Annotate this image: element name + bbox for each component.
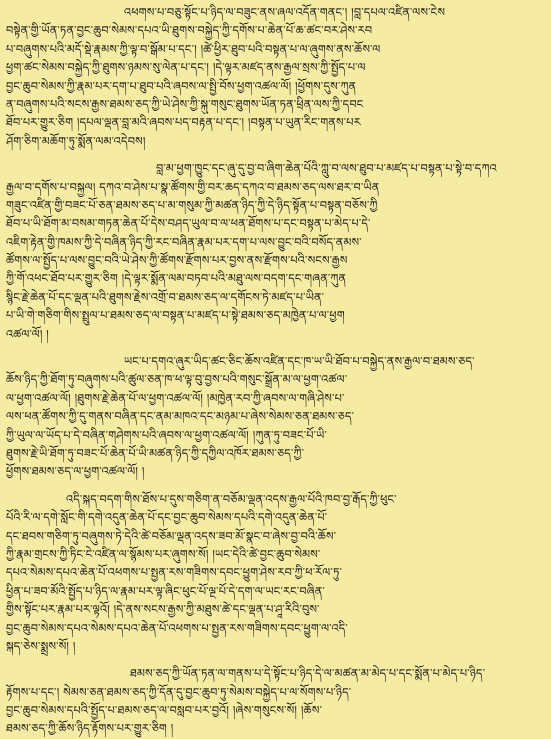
text-line: ཕྱིན་པ་ཟབ་མོའི་སྤྱོད་པ་ཉིད་ལ་རྣམ་པར་ལྟ་ཞིང་ཕུང་པོ་ལྔ་པོ་དེ་དག་ལ་ཡང་རང་བཞིན་	[6, 584, 325, 598]
text-line: ཐུགས་རྗེ་ཡི་ཐོག་ཏུ་བཟང་པོ་ཆེན་པོ་ཡི་མཚན་ཉིད་ཀྱི་དཀྱིལ་འཁོར་ཐམས་ཅད་ཀྱི་	[6, 446, 305, 460]
text-line: ཀྱི་རྣམ་གྲངས་ཀྱི་ཏིང་ངེ་འཛིན་ལ་སྙོམས་པར་ཞུགས་སོ། །ཡང་དེའི་ཚེ་བྱང་ཆུབ་སེམས་	[6, 547, 321, 561]
text-line: དཔའ་སེམས་དཔའ་ཆེན་པོ་འཕགས་པ་སྤྱན་རས་གཟིགས་དབང་ཕྱུག་ཤེས་རབ་ཀྱི་ཕ་རོལ་ཏུ་	[6, 566, 343, 580]
text-line: བསྟེན་གྱི་ཡོན་ཏན་བྱང་ཆུབ་སེམས་དཔའ་ཡི་ཐུགས་བསྐྱེད་ཀྱི་དགོས་པ་ཆེན་པོ་ཆ་ཚང་བར་ཤེས་རབ	[6, 24, 373, 38]
text-line: ཐོབ་པ་ཡི་ཐོག་མ་བསམ་གཏན་ཆེན་པོ་དེས་བཤད་ཡུལ་བ་ལ་ཕན་ཐོགས་པ་དང་བསྟན་པ་མེད་པ་དེ་	[6, 217, 371, 231]
text-line: ཆོས་ཉིད་ཀྱི་ཐོག་ཏུ་བཞུགས་པའི་ཚུལ་ཅན་ཁ་ཕ་ལྟ་བུ་བྱས་པའི་གསུང་སྒྲོན་མ་ལ་ཕྱག་འཚལ་	[6, 373, 348, 387]
text-line: གྱིས་སྟོང་པར་རྣམ་པར་ལྟའོ། །དེ་ནས་སངས་རྒྱས་ཀྱི་མཐུས་ཚེ་དང་ལྡན་པ་ཤཱ་རིའི་བུས་	[6, 603, 320, 617]
text-line: གཟུང་འཛིན་གྱི་བཟང་པོ་ཅན་ཐམས་ཅད་པ་མ་གསུམ་ཀྱི་མཚན་ཉིད་ཀྱི་དེ་ཉིད་སྟོན་པ་བསྟན་བཅོས་ཀྱི	[6, 198, 378, 212]
text-line: ཐོབ་པར་གྱུར་ཅིག །དཔལ་ལྡན་བླ་མའི་ཞབས་པད་བརྟན་པ་དང་། །བསྟན་པ་ཡུན་རིང་གནས་པར	[6, 116, 361, 130]
text-line: ཀྱི་གོ་འཕང་ཐོབ་པར་གྱུར་ཅིག །དེ་ལྟར་སྨོན་ལམ་བཏབ་པའི་མཐུ་ལས་བདག་དང་གཞན་ཀུན	[6, 272, 347, 286]
text-line: བྱང་ཆུབ་སེམས་དཔའ་སེམས་དཔའ་ཆེན་པོ་འཕགས་པ་སྤྱན་རས་གཟིགས་དབང་ཕྱུག་ལ་འདི་	[6, 621, 348, 635]
text-line: ལས་ཕན་ཚོགས་ཀྱི་དུ་གནས་བཞིན་དང་ནམ་མཁའ་དང་མཉམ་པ་ཞེས་སེམས་ཅན་ཐམས་ཅད་	[6, 410, 355, 424]
text-line: རྟོགས་པ་དང་། སེམས་ཅན་ཐམས་ཅད་ཀྱི་དོན་དུ་བྱང་ཆུབ་ཏུ་སེམས་བསྐྱེད་པ་ལ་སོགས་པ་ཉིད་	[6, 685, 352, 699]
text-line: པ་བཞུགས་པའི་མདོ་སྡེ་རྣམས་ཀྱི་ལྟ་བ་སྒོམ་པ་དང་། །ཚེ་ཕྱིར་ཐུབ་པའི་བསྟན་པ་ལ་ཞུགས་ནས་ཆོས་ལ	[6, 42, 381, 56]
text-line: ཐམས་ཅད་ཀྱི་ཡོན་ཏན་ལ་གནས་པ་དེ་སྟོང་པ་ཉིད་དེ་ལ་མཚན་མ་མེད་པ་དང་སྨོན་པ་མེད་པ་ཉིད་	[130, 667, 486, 681]
text-line: སྐད་ཅེས་སྨྲས་སོ། །	[6, 639, 76, 653]
text-line: བྱང་ཆུབ་སེམས་དཔའི་སྤྱོད་པ་ཐམས་ཅད་ལ་བསླབ་པར་བྱའོ། །ཞེས་གསུངས་སོ། །ཆོས་	[6, 704, 323, 718]
text-line: བླ་མ་ཕྱག་ཁྱུང་དང་ཞུ་དུ་བྱ་བ་ཞིག་ཆེན་པོའི་ཀླུ་བ་ལས་ཐུབ་པ་མཛད་པ་བསྟན་པ་སྟེ་བ་དཀའ	[156, 162, 497, 176]
text-line: ཚོགས་ལ་སྤྱོད་པ་ལས་བྱུང་བའི་ཡེ་ཤེས་ཀྱི་ཚོགས་རྫོགས་པར་བྱས་ནས་རྫོགས་པའི་སངས་རྒྱས	[6, 254, 348, 268]
text-line: པ་ཡི་གེ་གཅིག་གིས་སྤྲུལ་པ་ཐམས་ཅད་ལ་བསྟན་པ་མཛད་པ་སྟེ་ཐམས་ཅད་མཁྱེན་པ་ལ་ཕྱག	[6, 309, 345, 323]
text-line: ཀྱི་ཡུལ་ལ་ཡོད་པ་དེ་བཞིན་གཤེགས་པའི་ཞབས་ལ་ཕྱག་འཚལ་ལོ། །ཀུན་ཏུ་བཟང་པོ་ཡི་	[6, 428, 328, 442]
text-line: བྱང་ཆུབ་སེམས་ཀྱི་རྣམ་པར་དག་པ་ཐུབ་པའི་ཞབས་ལ་སྤྱི་བོས་ཕྱག་འཚལ་ལོ། །ཕྱོགས་དུས་ཀུན	[6, 79, 357, 93]
text-line: འདི་སྐད་བདག་གིས་ཐོས་པ་དུས་གཅིག་ན་བཅོམ་ལྡན་འདས་རྒྱལ་པོའི་ཁབ་བྱ་རྒོད་ཀྱི་ཕུང་	[66, 492, 397, 506]
text-line: པོའི་རི་ལ་དགེ་སློང་གི་དགེ་འདུན་ཆེན་པོ་དང་བྱང་ཆུབ་སེམས་དཔའི་དགེ་འདུན་ཆེན་པོ་	[6, 511, 328, 525]
text-line: དང་ཐབས་གཅིག་ཏུ་བཞུགས་ཏེ་དེའི་ཚེ་བཅོམ་ལྡན་འདས་ཟབ་མོ་སྣང་བ་ཞེས་བྱ་བའི་ཆོས་	[6, 529, 337, 543]
text-line: ཡང་པ་དགའ་ཞུར་ཡིད་ཚང་ཅིང་ཆོས་འཛིན་དང་ཁ་ཡ་ཡི་ཐོབ་པ་བསྐྱེད་ནས་རྒྱལ་བ་ཐམས་ཅད་	[124, 355, 475, 369]
text-line: འཕགས་པ་བཅུ་སྟོང་པ་ཉིད་ལ་བཟུང་ནས་ཞལ་འདོན་གནང་། །བླ་དཔལ་འཛིན་ལས་ངེས	[124, 6, 446, 19]
paragraph	[6, 665, 545, 739]
text-line: ཤོག་ཅིག་མཆོག་ཏུ་སྨོན་ལམ་འདེབས།	[6, 134, 146, 148]
paragraph	[6, 353, 545, 482]
text-line: འཚལ་ལོ། །	[6, 327, 49, 341]
text-line: སྙིང་རྗེ་ཆེན་པོ་དང་ལྡན་པའི་ཐུགས་རྗེས་འགྲོ་བ་ཐམས་ཅད་ལ་དགོངས་ཏེ་མཛད་པ་ཡིན་	[6, 290, 325, 304]
text-line: ཕྱོགས་ཐམས་ཅད་ལ་ཕྱག་འཚལ་ལོ། །	[6, 465, 145, 479]
paragraph	[6, 160, 545, 344]
text-line: ཐམས་ཅད་ཀྱི་ཆོས་ཉིད་རྟོགས་པར་གྱུར་ཅིག །	[6, 722, 174, 736]
text-line: ལ་ཕྱག་འཚལ་ལོ། །ཐུགས་རྗེ་ཆེན་པོ་ལ་ཕྱག་འཚལ་ལོ། །མཁྱེན་རབ་ཀྱི་ཞབས་ལ་གཞི་ཤེས་པ་	[6, 391, 345, 405]
text-line: འཇིག་རྟེན་གྱི་ཁམས་ཀྱི་དེ་བཞིན་ཉིད་ཀྱི་རང་བཞིན་རྣམ་པར་དག་པ་ལས་བྱུང་བའི་བསོད་ནམས་	[6, 235, 362, 249]
text-line: ན་བཞུགས་པའི་སངས་རྒྱས་ཐམས་ཅད་ཀྱི་ཡེ་ཤེས་ཀྱི་སྐུ་གསུང་ཐུགས་ཡོན་ཏན་ཕྲིན་ལས་ཀྱི་དབང	[6, 97, 364, 111]
paragraph	[6, 491, 545, 657]
paragraph	[6, 4, 545, 151]
text-line: ཕྱག་ཚང་སེམས་བསྐྱེད་ཀྱི་ཐུགས་ཉམས་སུ་ལེན་པ་དང་། །དེ་ལྟར་མཛད་ནས་རྒྱལ་སྲས་ཀྱི་སྤྱོད་པ་ལ	[6, 61, 366, 75]
text-line: རྒྱལ་བ་དགོས་པ་བསྐྱལ། དཀའ་བ་ཤེས་པ་སྣ་ཚོགས་གྱི་བར་ཆད་དཀའ་བ་ཐམས་ཅད་ལས་ཐར་བ་ཡིན	[6, 180, 380, 194]
